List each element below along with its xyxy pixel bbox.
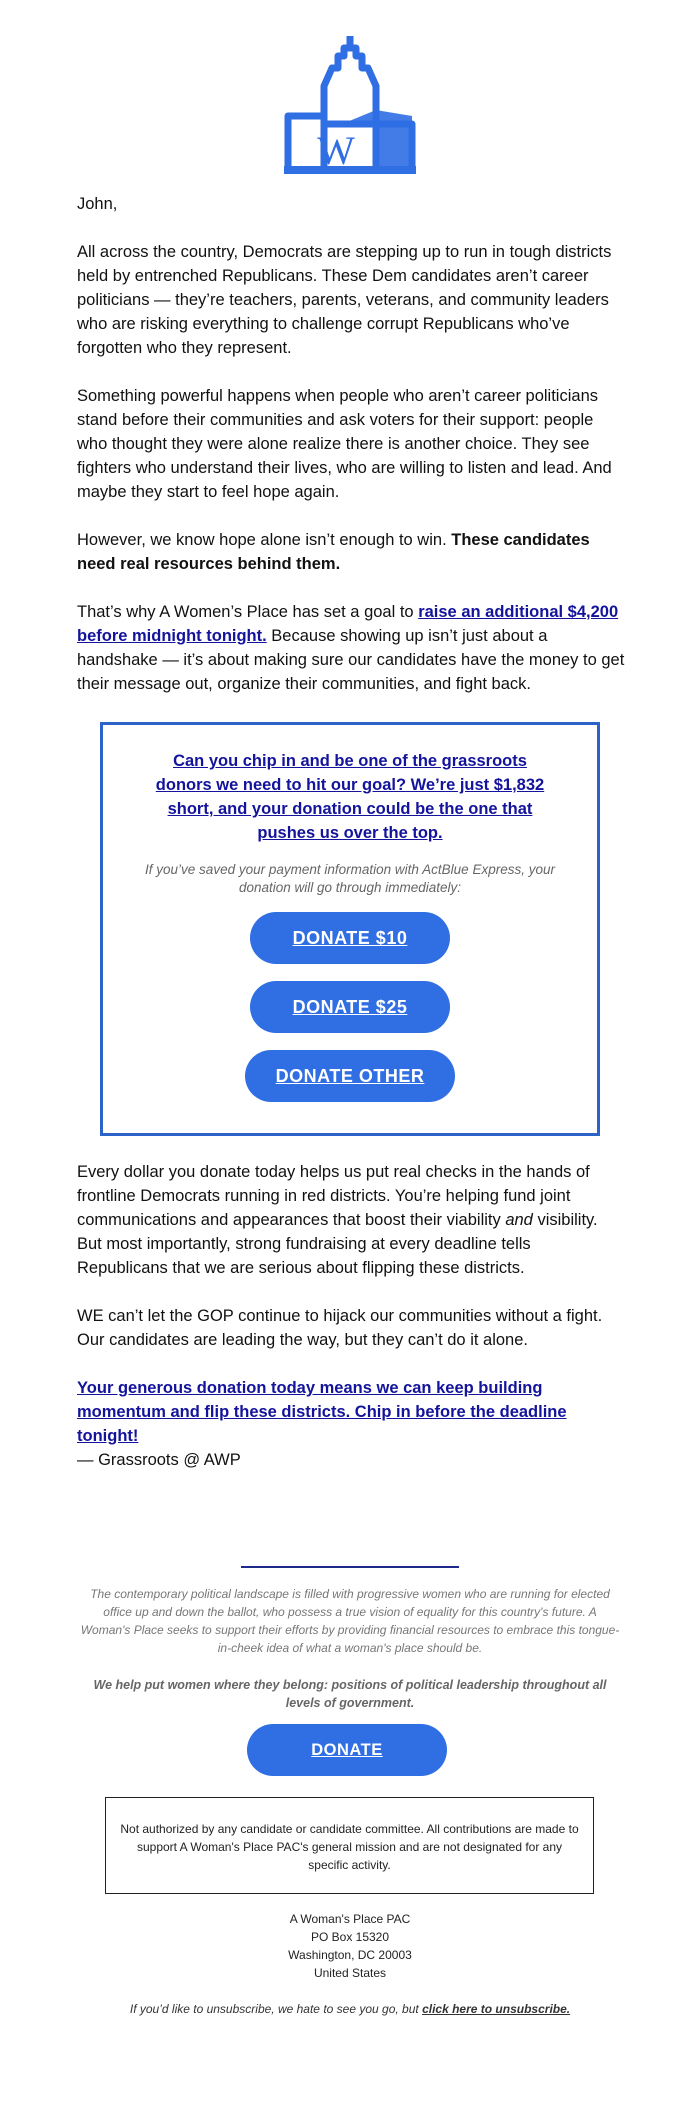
paragraph-5-text-before: Every dollar you donate today helps us put real checks in the hands of frontline Democrats running in red districts. You’re helping fund joint communications and appearances that boost their viability — [77, 1163, 590, 1229]
paragraph-3 — [77, 528, 625, 576]
paragraph-5 — [77, 1160, 625, 1280]
actblue-note: If you’ve saved your payment information with ActBlue Express, your donation will go through immediately: — [145, 862, 555, 895]
ask-headline — [143, 749, 557, 845]
capitol-dome-logo — [278, 28, 422, 176]
closing-donation-link[interactable]: Your generous donation today means we can keep building momentum and flip these districts. Chip in before the deadline tonight! — [77, 1379, 567, 1445]
paragraph-5-text-after: visibility. But most importantly, strong fundraising at every deadline tells Republicans that we are serious about flipping these districts. — [77, 1211, 598, 1277]
goal-link[interactable]: raise an additional $4,200 before midnight tonight. — [77, 603, 619, 645]
paragraph-3-text: However, we know hope alone isn’t enough to win. — [77, 531, 452, 549]
address-line: A Woman's Place PAC — [289, 1912, 411, 1926]
paragraph-2-text: Something powerful happens when people who aren’t career politicians stand before their communities and ask voters for their support: people who thought they were alone realize there is another choice. They see fighters who understand their lives, who are willing to listen and lead. And maybe they start to feel hope again. — [77, 387, 612, 501]
address-line: PO Box 15320 — [310, 1930, 390, 1944]
footer-tagline: We help put women where they belong: positions of political leadership throughout all levels of government. — [93, 1678, 607, 1710]
unsubscribe-link[interactable]: click here to unsubscribe. — [422, 2002, 571, 2016]
footer-donate-button[interactable]: DONATE — [247, 1724, 447, 1776]
paragraph-5-italic: and — [505, 1211, 533, 1229]
footer-divider — [241, 1566, 459, 1568]
closing-call-to-action — [77, 1376, 625, 1448]
signoff — [77, 1448, 625, 1472]
paragraph-4-text-after: Because showing up isn’t just about a handshake — it’s about making sure our candidates have the money to get their message out, organize their communities, and fight back. — [77, 627, 625, 693]
paragraph-3-bold: These candidates need real resources behind them. — [77, 531, 590, 573]
signoff-text: — Grassroots @ AWP — [77, 1451, 241, 1469]
paragraph-6-text: WE can’t let the GOP continue to hijack our communities without a fight. Our candidates are leading the way, but they can’t do it alone. — [77, 1307, 603, 1349]
address-line: United States — [313, 1966, 387, 1980]
donation-ask-box — [100, 722, 600, 1136]
unsubscribe-text: If you’d like to unsubscribe, we hate to see you go, but — [129, 2002, 423, 2016]
footer-mission-text: The contemporary political landscape is filled with progressive women who are running for elected office up and down the ballot, who possess a true vision of equality for this country's future. A Woman's Place seeks to support their efforts by providing financial resources to embrace this tongue-in-cheek idea of what a woman's place should be. — [80, 1587, 620, 1655]
greeting — [77, 192, 625, 216]
mailing-address — [200, 1910, 500, 1982]
legal-disclaimer-box — [105, 1797, 594, 1894]
greeting-text: John, — [77, 195, 118, 213]
paragraph-1 — [77, 240, 625, 360]
legal-disclaimer-text: Not authorized by any candidate or candidate committee. All contributions are made to support A Woman's Place PAC's general mission and are not designated for any specific activity. — [120, 1822, 579, 1872]
donate-other-button[interactable]: DONATE OTHER — [245, 1050, 455, 1102]
address-line: Washington, DC 20003 — [288, 1948, 412, 1962]
paragraph-4 — [77, 600, 625, 696]
paragraph-2 — [77, 384, 625, 504]
donate-25-button[interactable]: DONATE $25 — [250, 981, 450, 1033]
logo-letter: W — [317, 128, 355, 173]
ask-headline-link[interactable]: Can you chip in and be one of the grassroots donors we need to hit our goal? We’re just $1,832 short, and your donation could be the one that pushes us over the top. — [155, 752, 545, 842]
donate-10-button[interactable]: DONATE $10 — [250, 912, 450, 964]
paragraph-1-text: All across the country, Democrats are stepping up to run in tough districts held by entrenched Republicans. These Dem candidates aren’t career politicians — they’re teachers, parents, veterans, and community leaders who are risking everything to challenge corrupt Republicans who’ve forgotten who they represent. — [77, 243, 612, 357]
paragraph-6 — [77, 1304, 625, 1352]
unsubscribe-line — [60, 2000, 640, 2018]
paragraph-4-text-before: That’s why A Women’s Place has set a goal to — [77, 603, 419, 621]
